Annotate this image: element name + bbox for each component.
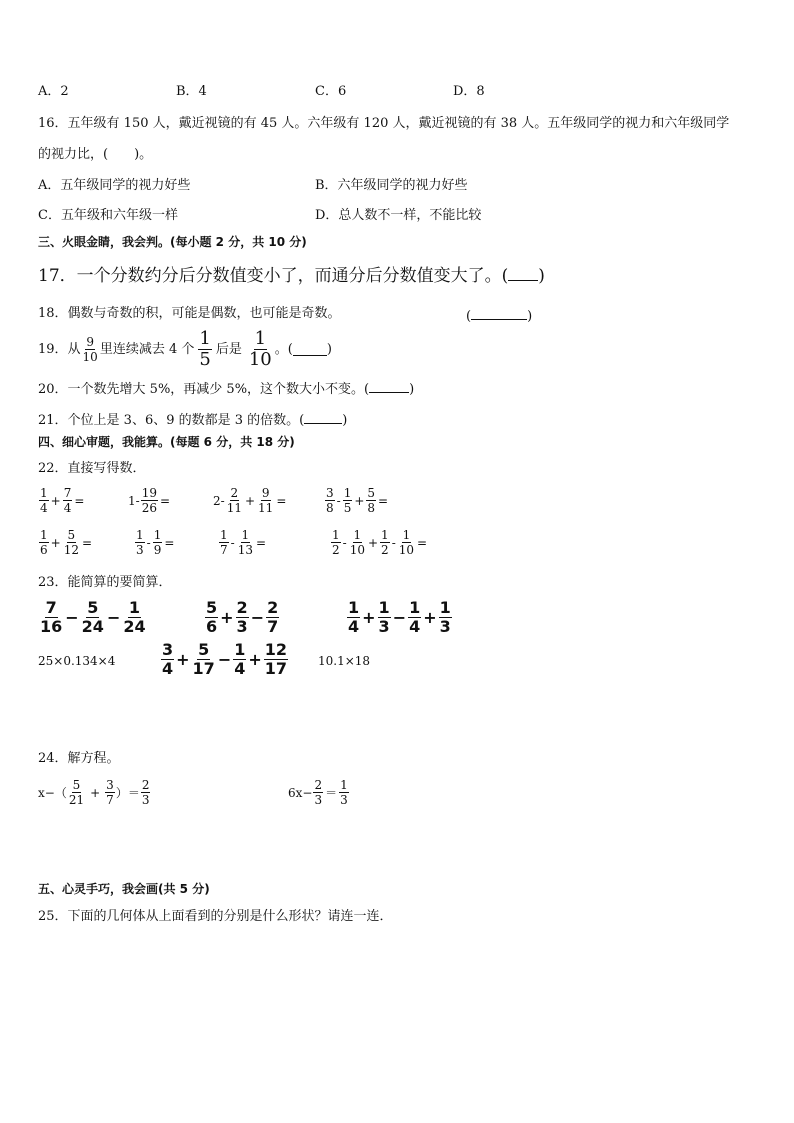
fraction: $\frac{1}{9}$ [153, 528, 162, 557]
fraction: 1 7 [220, 528, 228, 557]
section-3-heading: 三、火眼金睛，我会判。(每小题 2 分，共 10 分) [38, 235, 307, 249]
q20-statement [38, 380, 414, 396]
q22-title: 22．直接写得数． [38, 461, 146, 476]
fraction: $\frac{1}{4}$ [234, 640, 246, 678]
minus-sign: - [230, 535, 235, 550]
minus-sign: - [342, 535, 347, 550]
fraction: $\frac{19}{26}$ [141, 486, 157, 515]
minus-sign: - [146, 535, 151, 550]
q16-option-b: B．六年级同学的视力好些 [315, 178, 468, 193]
q19-fraction-1: 9 10 [82, 335, 98, 364]
q20-close-paren: ) [409, 382, 415, 397]
fraction: 2 11 [226, 486, 242, 515]
plus-sign: + [354, 493, 365, 508]
fraction: $\frac{5}{12}$ [63, 528, 79, 557]
q22-expr-2 [128, 487, 171, 514]
q18-close-paren: ) [527, 309, 533, 324]
q19-fraction-3: 1 10 [248, 328, 272, 370]
q18-statement: 18．偶数与奇数的积，可能是偶数，也可能是奇数。 [38, 306, 341, 321]
q23-expr-plain-1: 25×0.134×4 [38, 654, 116, 668]
equals-sign: ＝ [325, 785, 338, 800]
minus-sign: − [392, 607, 407, 627]
section-5-heading: 五、心灵手巧，我会画(共 5 分) [38, 882, 210, 896]
fraction: $\frac{1}{3}$ [439, 598, 451, 636]
plus-sign: + [220, 607, 234, 627]
fraction: 5 6 [206, 598, 218, 636]
q19-after: 后是 [215, 342, 242, 357]
fraction: 2 3 [141, 778, 150, 807]
q22-expr-3 [213, 487, 287, 514]
q19-tail: 。( [274, 342, 293, 357]
fraction: $\frac{2}{7}$ [267, 598, 279, 636]
q22-expr-6 [134, 529, 175, 556]
fraction: 1 2 [332, 528, 340, 557]
minus-sign: − [106, 607, 121, 627]
fraction: 1 3 [136, 528, 144, 557]
minus-sign: − [250, 607, 265, 627]
q20-answer-blank[interactable] [369, 380, 409, 393]
fraction: $\frac{7}{4}$ [63, 486, 72, 515]
q24-equation-2 [288, 779, 350, 806]
plus-sign: + [367, 535, 379, 550]
q18-answer [466, 307, 532, 323]
fraction: 1 5 [343, 486, 352, 515]
q19-close-paren: ) [326, 342, 332, 357]
plus-sign: + [423, 607, 437, 627]
fraction: 1 4 [348, 598, 360, 636]
q19-prefix: 19．从 [38, 342, 81, 357]
q18-open-paren: ( [466, 309, 472, 324]
q22-expr-7 [218, 529, 267, 556]
q23-expr-plain-2: 10.1×18 [318, 654, 371, 668]
q22-expr-5 [38, 529, 93, 556]
q17-answer-blank[interactable] [508, 268, 538, 281]
fraction: 1 4 [40, 486, 48, 515]
minus-sign: − [65, 607, 79, 627]
equals-sign: = [255, 535, 267, 550]
fraction: 3 8 [326, 486, 334, 515]
plus-sign: + [50, 535, 61, 550]
q21-statement [38, 411, 347, 427]
q21-text: 21．个位上是 3、6、9 的数都是 3 的倍数。( [38, 413, 305, 428]
q17-text: 17．一个分数约分后分数值变小了，而通分后分数值变大了。( [38, 266, 509, 286]
fraction: 5 21 [68, 778, 85, 807]
fraction: $\frac{1}{4}$ [409, 598, 421, 636]
q15-option-b: B．4 [176, 84, 207, 99]
section-4-heading: 四、细心审题，我能算。(每题 6 分，共 18 分) [38, 435, 295, 449]
q23-title: 23．能简算的要简算． [38, 575, 172, 590]
q16-option-c: C．五年级和六年级一样 [38, 208, 178, 223]
q15-option-d: D．8 [453, 84, 485, 99]
q23-expr-4 [160, 642, 289, 677]
minus-sign: - [336, 493, 341, 508]
fraction: $\frac{9}{11}$ [258, 486, 274, 515]
fraction: $\frac{5}{24}$ [81, 598, 104, 636]
q23-expr-1 [38, 600, 148, 635]
q22-expr-4 [324, 487, 389, 514]
fraction: 1 3 [340, 778, 348, 807]
q23-expr-3 [346, 600, 453, 635]
q16-option-a: A．五年级同学的视力好些 [38, 178, 191, 193]
equals-sign: = [159, 493, 171, 508]
q15-option-a: A．2 [38, 84, 69, 99]
q21-answer-blank[interactable] [304, 411, 342, 424]
fraction: 3 4 [162, 640, 174, 678]
one-minus: 1- [128, 493, 140, 508]
eq1-prefix: x−（ [38, 785, 67, 800]
fraction: 1 6 [40, 528, 48, 557]
q22-expr-8 [330, 529, 428, 556]
plus-sign: + [362, 607, 376, 627]
plus-sign: + [176, 649, 190, 669]
equals-sign: = [417, 535, 428, 550]
q23-expr-2 [204, 600, 280, 635]
minus-sign: - [391, 535, 396, 550]
q17-statement [38, 268, 545, 285]
plus-sign: + [50, 493, 61, 508]
eq1-post: ）＝ [115, 785, 140, 800]
fraction: $\frac{1}{10}$ [398, 528, 415, 557]
equals-sign: = [276, 493, 287, 508]
fraction: $\frac{1}{13}$ [237, 528, 253, 557]
fraction: $\frac{1}{3}$ [378, 598, 390, 636]
fraction: $\frac{5}{17}$ [192, 640, 215, 678]
q19-answer-blank[interactable] [293, 343, 327, 356]
equals-sign: = [81, 535, 93, 550]
q21-close-paren: ) [342, 413, 348, 428]
q20-text: 20．一个数先增大 5%，再减少 5%，这个数大小不变。( [38, 382, 370, 397]
q18-answer-blank[interactable] [471, 307, 527, 320]
q22-expr-1 [38, 487, 85, 514]
plus-sign: + [244, 493, 256, 508]
fraction: $\frac{12}{17}$ [264, 640, 288, 678]
two-minus: 2- [213, 493, 225, 508]
plus-sign: + [90, 785, 101, 800]
q19-statement [38, 330, 332, 369]
plus-sign: + [248, 649, 262, 669]
eq2-prefix: 6x− [288, 785, 313, 800]
q16-text-line2: 的视力比，( )。 [38, 147, 153, 162]
q24-title: 24．解方程。 [38, 751, 120, 766]
q16-text-line1: 16．五年级有 150 人，戴近视镜的有 45 人。六年级有 120 人，戴近视镜的有 38 人。五年级同学的视力和六年级同学 [38, 116, 730, 131]
q19-fraction-2: 1 5 [199, 328, 211, 370]
fraction: $\frac{3}{7}$ [106, 778, 114, 807]
fraction: 7 16 [40, 598, 63, 636]
fraction: $\frac{1}{24}$ [123, 598, 146, 636]
equals-sign: = [164, 535, 175, 550]
equals-sign: = [378, 493, 389, 508]
q15-option-c: C．6 [315, 84, 347, 99]
fraction: $\frac{2}{3}$ [314, 778, 323, 807]
fraction: $\frac{5}{8}$ [367, 486, 376, 515]
q17-close-paren: ) [538, 266, 545, 286]
q16-option-d: D．总人数不一样，不能比较 [315, 208, 482, 223]
equals-sign: = [74, 493, 85, 508]
minus-sign: − [217, 649, 232, 669]
fraction: $\frac{1}{2}$ [381, 528, 389, 557]
q24-equation-1 [38, 779, 151, 806]
q19-mid: 里连续减去 4 个 [99, 342, 195, 357]
fraction: $\frac{2}{3}$ [236, 598, 248, 636]
q25-text: 25．下面的几何体从上面看到的分别是什么形状？请连一连． [38, 909, 393, 924]
fraction: 1 10 [349, 528, 365, 557]
